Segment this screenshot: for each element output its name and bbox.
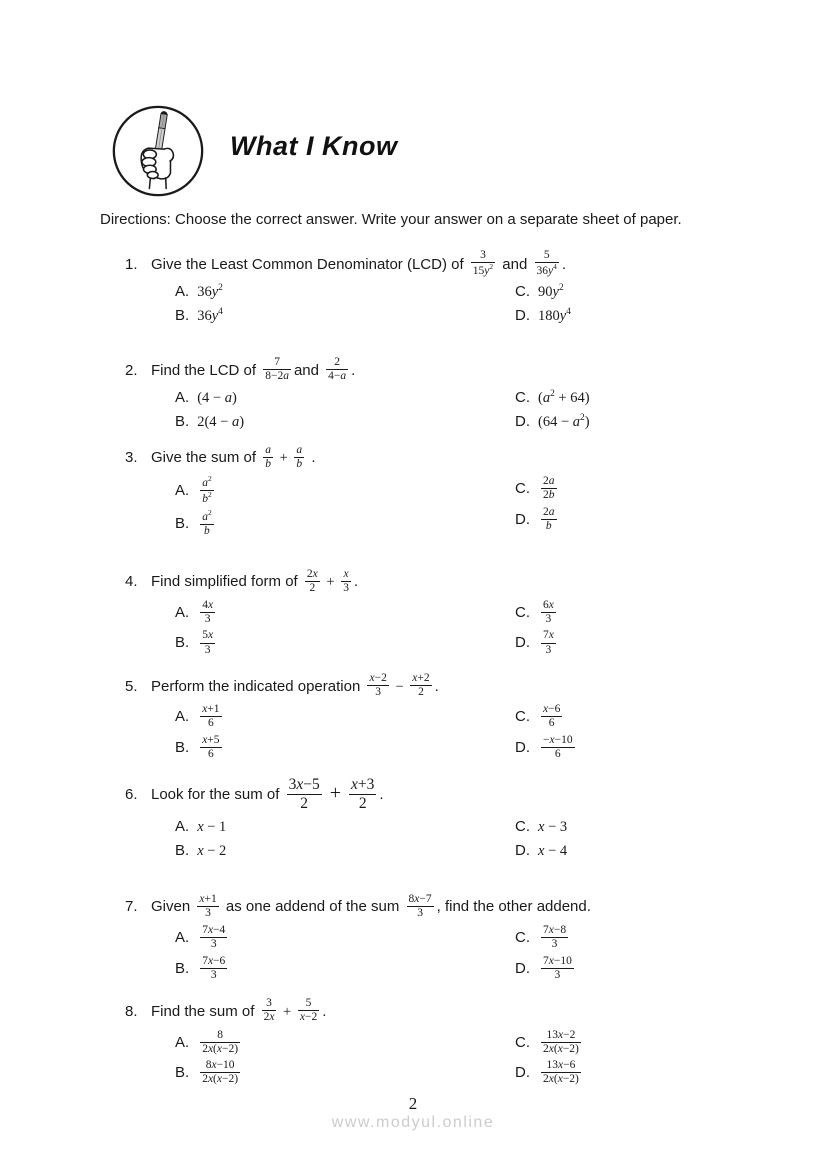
option-label: A. bbox=[175, 482, 190, 500]
fraction-numerator: 8x−10 bbox=[200, 1059, 240, 1073]
option-content bbox=[197, 629, 218, 656]
fraction-denominator: x−2 bbox=[299, 1011, 318, 1024]
fraction bbox=[200, 599, 215, 626]
fraction-denominator: 6 bbox=[207, 747, 214, 760]
math-text: $180y^4$ bbox=[538, 307, 571, 325]
option-content bbox=[538, 954, 577, 981]
fraction-numerator: 5 bbox=[535, 249, 559, 263]
question bbox=[125, 357, 760, 436]
fraction-numerator: 2a bbox=[541, 506, 557, 520]
fraction-denominator: 3 bbox=[204, 643, 211, 656]
fraction-denominator: 3 bbox=[210, 968, 217, 981]
option-content bbox=[538, 475, 560, 502]
option-b bbox=[175, 510, 515, 539]
fraction-denominator: $b^2$ bbox=[202, 490, 212, 506]
fraction-numerator: 7x−8 bbox=[541, 924, 568, 938]
fraction-denominator: 8−2a bbox=[265, 370, 289, 383]
fraction bbox=[541, 924, 568, 951]
fraction-numerator: 7 bbox=[263, 356, 291, 370]
option-c bbox=[515, 704, 760, 731]
option-d bbox=[515, 413, 760, 434]
fraction-numerator: 2x bbox=[305, 568, 320, 582]
option-b bbox=[175, 842, 515, 863]
option-label: B. bbox=[175, 515, 190, 533]
option-content bbox=[538, 1058, 584, 1086]
fraction-numerator: 5 bbox=[298, 997, 319, 1011]
fraction bbox=[200, 475, 213, 506]
option-label: D. bbox=[515, 738, 530, 756]
option-d bbox=[515, 507, 760, 534]
fraction bbox=[541, 703, 562, 730]
option-b bbox=[175, 735, 515, 762]
questions-list bbox=[100, 250, 760, 1090]
option-c bbox=[515, 283, 760, 304]
question-text: Give the sum of $\frac{a}{b}$ + $\frac{a}{b}$ . bbox=[151, 443, 316, 470]
question-text: Find simplified form of $\frac{2x}{2}$ + $\frac{x}{3}$ . bbox=[151, 567, 359, 594]
fraction-numerator: x+1 bbox=[200, 703, 221, 717]
fraction-numerator: $a^2$ bbox=[200, 509, 213, 525]
options-column-left bbox=[175, 925, 515, 986]
options-column-left bbox=[175, 476, 515, 542]
fraction-denominator: 3 bbox=[554, 968, 561, 981]
question-number: 1. bbox=[125, 255, 138, 273]
option-label: A. bbox=[175, 283, 190, 301]
fraction bbox=[541, 734, 575, 761]
fraction-denominator: 4−a bbox=[328, 370, 347, 383]
fraction-numerator: 5x bbox=[200, 629, 215, 643]
fraction-numerator: 2 bbox=[326, 356, 348, 370]
fraction bbox=[535, 249, 559, 278]
option-content bbox=[197, 308, 223, 324]
fraction bbox=[287, 776, 322, 813]
option-content bbox=[197, 819, 226, 835]
directions-text: Directions: Choose the correct answer. Write your answer on a separate sheet of paper. bbox=[100, 211, 682, 228]
option-content bbox=[538, 308, 571, 324]
math-text: + bbox=[324, 782, 346, 805]
question-stem bbox=[125, 357, 760, 384]
options-column-left bbox=[175, 1030, 515, 1091]
fraction-numerator: x+1 bbox=[197, 893, 218, 907]
fraction-denominator: 2x(x−2) bbox=[202, 1042, 239, 1055]
question bbox=[125, 998, 760, 1090]
option-label: A. bbox=[175, 388, 190, 406]
option-b bbox=[175, 413, 515, 434]
fraction-denominator: 2x(x−2) bbox=[543, 1042, 579, 1055]
option-label: B. bbox=[175, 634, 190, 652]
option-content bbox=[197, 703, 224, 730]
fraction bbox=[541, 599, 556, 626]
fraction-denominator: 3 bbox=[375, 686, 382, 699]
fraction-denominator: 3 bbox=[417, 906, 423, 919]
question-options bbox=[175, 476, 760, 542]
fraction-numerator: x bbox=[341, 568, 351, 582]
fraction-denominator: $15y^2$ bbox=[472, 262, 494, 278]
fraction bbox=[200, 1029, 240, 1056]
options-column-right bbox=[515, 283, 760, 331]
options-column-right bbox=[515, 925, 760, 986]
fraction bbox=[541, 955, 574, 982]
fraction-numerator: 8x−7 bbox=[407, 893, 434, 907]
question-text: Give the Least Common Denominator (LCD) of $\frac{3}{15y^2}$ and $\frac{5}{36y^4}$ . bbox=[151, 249, 567, 278]
fraction-denominator: 2x bbox=[263, 1011, 275, 1024]
options-column-left bbox=[175, 818, 515, 866]
option-label: B. bbox=[175, 307, 190, 325]
option-content bbox=[538, 414, 590, 430]
fraction-numerator: 7x−10 bbox=[541, 955, 574, 969]
options-column-right bbox=[515, 476, 760, 542]
fraction bbox=[407, 893, 434, 920]
option-d bbox=[515, 630, 760, 657]
option-c bbox=[515, 600, 760, 627]
fraction-numerator: 2a bbox=[541, 475, 557, 489]
fraction-numerator: x+5 bbox=[200, 734, 221, 748]
question-number: 2. bbox=[125, 361, 138, 379]
fraction-numerator: 3 bbox=[471, 249, 495, 263]
fraction bbox=[326, 356, 348, 383]
option-label: D. bbox=[515, 959, 530, 977]
fraction-numerator: 3x−5 bbox=[288, 776, 320, 794]
option-label: A. bbox=[175, 603, 190, 621]
option-a bbox=[175, 389, 515, 410]
question-number: 8. bbox=[125, 1002, 138, 1020]
option-c bbox=[515, 1030, 760, 1057]
question-number: 3. bbox=[125, 449, 138, 467]
option-content bbox=[197, 390, 237, 406]
fraction bbox=[197, 893, 218, 920]
math-text: $90y^2$ bbox=[538, 283, 564, 301]
option-content bbox=[538, 629, 559, 656]
question-stem bbox=[125, 569, 760, 596]
option-content bbox=[538, 1028, 584, 1055]
option-label: D. bbox=[515, 510, 530, 528]
question bbox=[125, 445, 760, 543]
options-column-left bbox=[175, 704, 515, 765]
fraction bbox=[200, 629, 215, 656]
question-stem bbox=[125, 250, 760, 279]
fraction bbox=[341, 568, 351, 595]
option-content bbox=[538, 924, 571, 951]
fraction-numerator: 6x bbox=[541, 599, 556, 613]
fraction-denominator: b bbox=[545, 519, 552, 532]
fraction bbox=[298, 997, 319, 1024]
question-options bbox=[175, 283, 760, 331]
fraction-numerator: 13x−6 bbox=[541, 1059, 581, 1073]
fraction-denominator: 3 bbox=[205, 906, 211, 919]
fraction-numerator: 7x−4 bbox=[200, 924, 227, 938]
question-text: Find the LCD of $\frac{7}{8-2a}$ and $\frac{2}{4-a}$ . bbox=[151, 356, 356, 383]
fraction bbox=[410, 672, 431, 699]
option-label: A. bbox=[175, 708, 190, 726]
fraction-denominator: 6 bbox=[554, 747, 561, 760]
question bbox=[125, 894, 760, 986]
option-a bbox=[175, 283, 515, 304]
option-label: C. bbox=[515, 283, 530, 301]
option-content bbox=[538, 390, 590, 406]
question-stem bbox=[125, 673, 760, 700]
options-column-right bbox=[515, 600, 760, 661]
fraction-denominator: 3 bbox=[551, 938, 558, 951]
option-content bbox=[197, 474, 216, 506]
options-column-left bbox=[175, 389, 515, 437]
fraction bbox=[200, 703, 221, 730]
options-column-right bbox=[515, 389, 760, 437]
option-label: D. bbox=[515, 1063, 530, 1081]
option-content bbox=[197, 1058, 243, 1086]
fraction bbox=[541, 475, 557, 502]
fraction-denominator: b bbox=[265, 457, 271, 470]
option-d bbox=[515, 735, 760, 762]
option-a bbox=[175, 1030, 515, 1057]
math-text: x − 3 bbox=[538, 818, 568, 835]
option-a bbox=[175, 704, 515, 731]
option-b bbox=[175, 630, 515, 657]
fraction bbox=[200, 1059, 240, 1086]
options-column-left bbox=[175, 600, 515, 661]
fraction-numerator: $a^2$ bbox=[200, 475, 213, 491]
option-c bbox=[515, 925, 760, 952]
question-options bbox=[175, 600, 760, 661]
option-c bbox=[515, 389, 760, 410]
options-column-left bbox=[175, 283, 515, 331]
option-b bbox=[175, 1060, 515, 1087]
option-content bbox=[197, 284, 223, 300]
option-content bbox=[197, 598, 218, 626]
fraction-numerator: 7x bbox=[541, 629, 556, 643]
fraction-denominator: b bbox=[204, 525, 210, 538]
fraction-numerator: 3 bbox=[262, 997, 277, 1011]
fraction-denominator: 3 bbox=[343, 581, 349, 594]
option-label: B. bbox=[175, 1063, 190, 1081]
fraction bbox=[349, 776, 376, 813]
question bbox=[125, 250, 760, 331]
fraction-numerator: x−2 bbox=[367, 672, 388, 686]
fraction-denominator: 3 bbox=[204, 613, 211, 626]
option-label: C. bbox=[515, 480, 530, 498]
fraction-numerator: x−6 bbox=[541, 703, 562, 717]
question-number: 6. bbox=[125, 786, 138, 804]
option-content bbox=[538, 284, 564, 300]
math-text: x − 4 bbox=[538, 842, 568, 859]
question bbox=[125, 673, 760, 765]
fraction bbox=[541, 1029, 581, 1056]
option-b bbox=[175, 956, 515, 983]
option-content bbox=[538, 843, 567, 859]
options-column-right bbox=[515, 1030, 760, 1091]
option-content bbox=[538, 598, 559, 626]
question-stem bbox=[125, 777, 760, 814]
question-text: Find the sum of $\frac{3}{2x}$ + $\frac{5}{x-2}$ . bbox=[151, 997, 327, 1024]
option-label: D. bbox=[515, 634, 530, 652]
option-a bbox=[175, 476, 515, 507]
question-options bbox=[175, 1030, 760, 1091]
fraction-numerator: 13x−2 bbox=[541, 1029, 581, 1043]
option-label: C. bbox=[515, 603, 530, 621]
math-text: + bbox=[279, 1003, 295, 1020]
math-text: $36y^4$ bbox=[197, 307, 223, 325]
fraction-denominator: b bbox=[296, 457, 303, 470]
fraction bbox=[263, 444, 273, 471]
math-text: $36y^2$ bbox=[197, 283, 223, 301]
watermark-text: www.modyul.online bbox=[331, 1114, 495, 1131]
options-column-right bbox=[515, 704, 760, 765]
option-a bbox=[175, 600, 515, 627]
fraction bbox=[541, 506, 557, 533]
option-label: D. bbox=[515, 307, 530, 325]
fraction-denominator: 3 bbox=[545, 613, 552, 626]
fraction bbox=[200, 955, 227, 982]
fraction bbox=[367, 672, 388, 699]
options-column-right bbox=[515, 818, 760, 866]
option-content bbox=[538, 733, 578, 760]
question-options bbox=[175, 704, 760, 765]
option-label: A. bbox=[175, 817, 190, 835]
math-text: $(64 - a^2)$ bbox=[538, 412, 590, 430]
fraction-numerator: 4x bbox=[200, 599, 215, 613]
fraction-denominator: 6 bbox=[207, 717, 214, 730]
option-label: A. bbox=[175, 1033, 190, 1051]
option-content bbox=[538, 703, 565, 730]
question-stem bbox=[125, 998, 760, 1025]
fraction-denominator: 2 bbox=[418, 686, 424, 699]
question bbox=[125, 777, 760, 866]
option-content bbox=[538, 819, 567, 835]
fraction-denominator: 2x(x−2) bbox=[202, 1073, 239, 1086]
math-text: (4 − a) bbox=[197, 389, 237, 406]
option-label: C. bbox=[515, 1033, 530, 1051]
fraction-denominator: 2 bbox=[309, 581, 316, 594]
fraction bbox=[263, 356, 291, 383]
option-content bbox=[197, 1028, 243, 1055]
option-label: A. bbox=[175, 929, 190, 947]
option-content bbox=[197, 924, 230, 951]
option-label: B. bbox=[175, 738, 190, 756]
option-label: C. bbox=[515, 817, 530, 835]
option-content bbox=[538, 505, 560, 532]
option-a bbox=[175, 818, 515, 839]
fraction bbox=[200, 924, 227, 951]
question-options bbox=[175, 818, 760, 866]
fraction bbox=[541, 1059, 581, 1086]
option-label: C. bbox=[515, 388, 530, 406]
option-content bbox=[197, 414, 244, 430]
fraction-numerator: x+3 bbox=[351, 776, 375, 794]
option-d bbox=[515, 842, 760, 863]
fraction-numerator: 7x−6 bbox=[200, 955, 227, 969]
option-content bbox=[197, 508, 216, 538]
fraction bbox=[200, 509, 213, 538]
fraction-numerator: a bbox=[263, 444, 273, 458]
question-number: 5. bbox=[125, 677, 138, 695]
math-text: $(a^2 + 64)$ bbox=[538, 388, 590, 406]
math-text: + bbox=[275, 450, 292, 467]
fraction-denominator: 3 bbox=[210, 938, 217, 951]
option-label: B. bbox=[175, 959, 190, 977]
option-label: B. bbox=[175, 841, 190, 859]
fraction-denominator: $36y^4$ bbox=[536, 262, 557, 278]
math-text: x − 1 bbox=[197, 818, 227, 835]
fraction-numerator: x+2 bbox=[410, 672, 431, 686]
math-text: + bbox=[322, 574, 339, 591]
fraction bbox=[200, 734, 221, 761]
option-d bbox=[515, 1060, 760, 1087]
fraction-denominator: 2x(x−2) bbox=[543, 1073, 579, 1086]
header bbox=[110, 103, 397, 199]
option-label: D. bbox=[515, 841, 530, 859]
math-text: 2(4 − a) bbox=[197, 413, 245, 430]
fraction bbox=[305, 568, 320, 595]
page-title: What I Know bbox=[230, 130, 398, 161]
fraction bbox=[294, 444, 304, 471]
fraction-denominator: 6 bbox=[548, 717, 555, 730]
option-label: C. bbox=[515, 708, 530, 726]
option-a bbox=[175, 925, 515, 952]
fraction-denominator: 2 bbox=[300, 794, 309, 812]
question-text: Perform the indicated operation $\frac{x-2}{3}$ − $\frac{x+2}{2}$ . bbox=[151, 671, 439, 699]
fraction-denominator: 2 bbox=[358, 794, 367, 812]
option-d bbox=[515, 307, 760, 328]
question-stem bbox=[125, 445, 760, 472]
page-number: 2 bbox=[408, 1094, 418, 1113]
fraction-denominator: 2b bbox=[543, 489, 555, 502]
option-content bbox=[197, 733, 224, 760]
fraction bbox=[471, 249, 495, 278]
option-label: B. bbox=[175, 412, 190, 430]
question-options bbox=[175, 389, 760, 437]
fraction bbox=[262, 997, 277, 1024]
question-number: 4. bbox=[125, 573, 138, 591]
fraction-numerator: −x−10 bbox=[541, 734, 575, 748]
fraction-denominator: 3 bbox=[545, 643, 552, 656]
hand-holding-pencil-icon bbox=[110, 103, 206, 199]
question bbox=[125, 569, 760, 661]
option-label: C. bbox=[515, 929, 530, 947]
fraction-numerator: 8 bbox=[200, 1029, 240, 1043]
math-text: x − 2 bbox=[197, 842, 227, 859]
option-label: D. bbox=[515, 412, 530, 430]
question-text: Given $\frac{x+1}{3}$ as one addend of the sum $\frac{8x-7}{3}$ , find the other addend. bbox=[151, 892, 591, 919]
option-b bbox=[175, 307, 515, 328]
fraction bbox=[541, 629, 556, 656]
option-c bbox=[515, 476, 760, 503]
question-options bbox=[175, 925, 760, 986]
option-d bbox=[515, 956, 760, 983]
option-content bbox=[197, 954, 230, 981]
option-c bbox=[515, 818, 760, 839]
question-stem bbox=[125, 894, 760, 921]
question-text: Look for the sum of $\frac{3x-5}{2}$ + $\frac{x+3}{2}$ . bbox=[151, 776, 384, 812]
math-text: − bbox=[391, 678, 408, 695]
fraction-numerator: a bbox=[294, 444, 304, 458]
question-number: 7. bbox=[125, 898, 138, 916]
option-content bbox=[197, 843, 226, 859]
